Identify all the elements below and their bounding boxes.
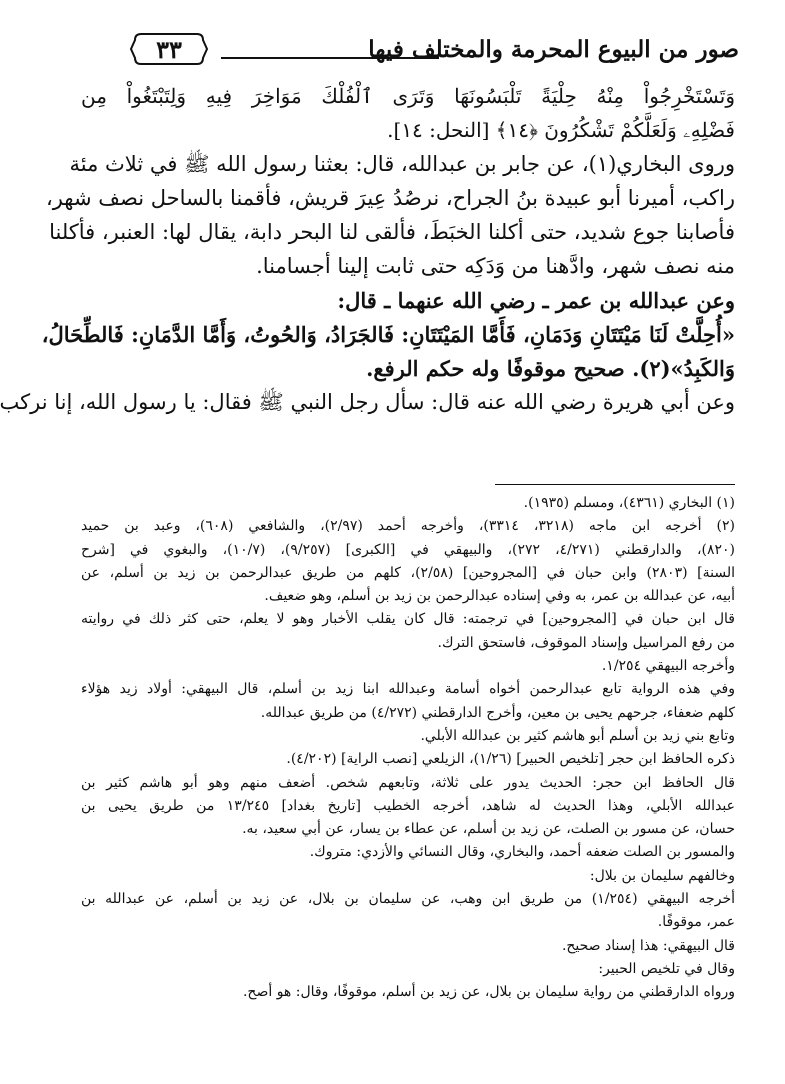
footnote-2-line: أبيه، عن عبدالله بن عمر، به وفي إسناده عبدالرحمن بن زيد بن أسلم، وهو ضعيف. [264,588,735,605]
footnotes [81,492,735,1005]
page-number: ٣٣ [156,35,182,64]
footnote-2-line: وخالفهم سليمان بن بلال: [589,867,735,884]
footnote-2-line: قال البيهقي: هذا إسناد صحيح. [561,937,735,954]
body-line-abu-hurayra: وعن أبي هريرة رضي الله عنه قال: سأل رجل النبي ﷺ فقال: يا رسول الله، إنا نركب [0,390,735,414]
footnote-2-line: (٨٢٠)، والدارقطني (٤/٢٧١، ٢٧٢)، والبيهقي في [الكبرى] (٩/٢٥٧)، (١٠/٧)، والبغوي في [شرح [81,541,735,558]
footnote-2-line: كلهم ضعفاء، جرحهم يحيى بن معين، وأخرج الدارقطني (٤/٢٧٢) من طريق عبدالله. [260,704,735,721]
footnote-2-line: (٢) أخرجه ابن ماجه (٣٢١٨، ٣٣١٤)، وأخرجه أحمد (٢/٩٧)، والشافعي (٦٠٨)، وعبد بن حميد [81,518,735,535]
footnote-separator [495,484,735,485]
footnote-2-line: وقال في تلخيص الحبير: [598,960,735,977]
body-line-bukhari: وروى البخاري(١)، عن جابر بن عبدالله، قال: بعثنا رسول الله ﷺ في ثلاث مئة [69,152,735,176]
footnote-2-line: وفي هذه الرواية تابع عبدالرحمن أخواه أسامة وعبدالله ابنا زيد بن أسلم، قال البيهقي: أولاد زيد هؤلاء [81,681,735,698]
footnote-2-line: عمر، موقوفًا. [657,914,735,931]
footnote-2-line: من رفع المراسيل وإسناد الموقوف، فاستحق الترك. [437,634,735,651]
footnote-2-line: وتابع بني زيد بن أسلم أبو هاشم كثير بن عبدالله الأبلي. [420,727,735,744]
footnote-2-line: ورواه الدارقطني من رواية سليمان بن بلال، عن زيد بن أسلم، موقوفًا، وقال: هو أصح. [242,984,735,1001]
footnote-1: (١) البخاري (٤٣٦١)، ومسلم (١٩٣٥). [523,495,735,511]
footnote-2-line: أخرجه البيهقي (١/٢٥٤) من طريق ابن وهب، عن سليمان بن بلال، عن زيد بن أسلم، عن عبدالله بن [81,891,735,908]
footnote-2-line: وأخرجه البيهقي ١/٢٥٤. [601,658,735,675]
footnote-2-line: والمسور بن الصلت ضعفه أحمد، والبخاري، وقال النسائي والأزدي: متروك. [309,844,735,861]
hadith-text-line: «أُحِلَّتْ لَنَا مَيْتَتَانِ وَدَمَانِ، فَأَمَّا المَيْتَتَانِ: فَالجَرَادُ، وَالحُوتُ، وَأَمَّا الدَّمَانِ: فَالطِّحَالُ، [41,322,735,347]
footnote-2-line: قال الحافظ ابن حجر: الحديث يدور على ثلاثة، وتابعهم شخص. أضعف منهم وهو أبو هاشم كثير بن [81,774,735,791]
page-number-badge [129,32,209,66]
page-header [129,30,739,70]
running-title: صور من البيوع المحرمة والمختلف فيها [368,36,739,63]
body-line-ibn-umar: وعن عبدالله بن عمر ـ رضي الله عنهما ـ قال: [337,288,735,313]
header-rule [221,57,439,59]
footnote-2-line: ذكره الحافظ ابن حجر [تلخيص الحبير] (١/٢٦)، الزيلعي [نصب الراية] (٤/٢٠٢). [286,751,735,768]
verse-line-1: وَتَسْتَخْرِجُواْ مِنْهُ حِلْيَةً تَلْبَسُونَهَا وَتَرَى ٱلْفُلْكَ مَوَاخِرَ فِيهِ وَلِتَبْتَغُواْ مِن [81,84,735,108]
footnote-2-line: عبدالله الأبلي، وهذا الحديث له شاهد، أخرجه الخطيب [تاريخ بغداد] ١٣/٢٤٥ من طريق يحيى بن [81,797,735,814]
body-line: منه نصف شهر، وادَّهنا من وَدَكِه حتى ثابت إلينا أجسامنا. [256,254,735,278]
hadith-text-line: وَالكَبِدُ»(٢). صحيح موقوفًا وله حكم الرفع. [366,356,735,381]
body-line: فأصابنا جوع شديد، حتى أكلنا الخبَطَ، فألقى لنا البحر دابة، يقال لها: العنبر، فأكلنا [49,220,735,244]
verse-line-2: فَضْلِهِۦ وَلَعَلَّكُمْ تَشْكُرُونَ ﴿١٤﴾ [النحل: ١٤]. [387,118,735,142]
footnote-2-line: قال ابن حبان في [المجروحين] في ترجمته: قال كان يقلب الأخبار وهو لا يعلم، حتى كثر ذلك في روايته [81,611,735,628]
footnote-2-line: السنة] (٢٨٠٣) وابن حبان في [المجروحين] (٢/٥٨)، كلهم من طريق عبدالرحمن بن زيد بن أسلم، عن [81,564,736,581]
body-line: راكب، أميرنا أبو عبيدة بنُ الجراح، نرصُدُ عِيرَ قريش، فأقمنا بالساحل نصف شهر، [45,186,735,210]
footnote-2-line: حسان، عن مسور بن الصلت، عن زيد بن أسلم، عن عطاء بن يسار، عن أبي سعيد، به. [242,821,735,838]
main-text [0,80,735,420]
